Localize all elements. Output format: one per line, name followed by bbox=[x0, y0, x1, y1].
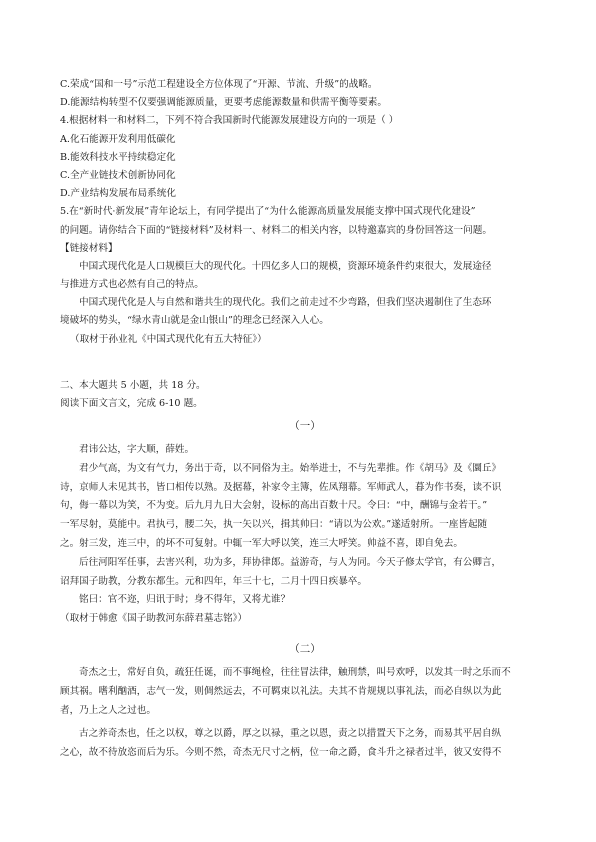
part-two-text bbox=[60, 664, 550, 763]
part-one-line: 君少气高，为文有气力，务出于奇，以不同俗为主。始举进士，不与先辈推。作《胡马》及《圜丘》 bbox=[79, 462, 502, 474]
link-material-source: （取材于孙业礼《中国式现代化有五大特征》） bbox=[70, 333, 267, 345]
part-one-source: （取材于韩愈《国子助教河东薛君墓志铭》） bbox=[60, 613, 248, 625]
part-one-line: 诗，京师人未见其书，皆口相传以熟。及据幕，补家令主簿，佐凤翔幕。军师武人，暮为作书奏，读不识 bbox=[60, 481, 502, 493]
section-two-instruction: 阅读下面文言文，完成 6-10 题。 bbox=[60, 398, 203, 410]
part-one-line: 后往河阳军任事，去害兴利，功为多，拜协律郎。益游奇，与人为同。今天子修太学官，有公卿言， bbox=[79, 556, 502, 568]
question-4-stem: 4.根据材料一和材料二，下列不符合我国新时代能源发展建设方向的一项是（ ） bbox=[60, 115, 399, 127]
part-one-line: 句，侮一幕以为笑，不为变。后九月九日大会射，设标的高出百数十尺。令曰：“中，酬锦与金若干。” bbox=[60, 500, 488, 512]
section-two bbox=[60, 377, 550, 436]
question-5-stem: 5.在“新时代·新发展”青年论坛上，有同学提出了“为什么能源高质量发展能支撑中国式现代化建设” bbox=[60, 206, 476, 218]
part-two-line: 顾其祸。嗜利酗酒，志气一发，则倜然远去，不可羁束以礼法。夫其不肯规规以事礼法，而必自纵以为此 bbox=[60, 685, 502, 697]
part-one-title: （一） bbox=[289, 420, 321, 433]
link-material-para2: 中国式现代化是人与自然和谐共生的现代化。我们之前走过不少弯路，但我们坚决遏制住了生态环 bbox=[79, 297, 492, 309]
part-two-heading-wrap bbox=[60, 640, 550, 658]
link-material-para2-cont: 境破坏的势头，“绿水青山就是金山银山”的理念已经深入人心。 bbox=[60, 315, 329, 327]
question-5-stem-cont: 的问题。请你结合下面的“链接材料”及材料一、材料二的相关内容，以特邀嘉宾的身份回答这一问题。 bbox=[60, 224, 492, 236]
part-one-line: 君讳公达，字大顺，薛姓。 bbox=[79, 444, 195, 455]
option-d-q4: D.产业结构发展布局系统化 bbox=[60, 188, 176, 200]
part-two-title: （二） bbox=[289, 643, 321, 655]
part-one-line: 诏拜国子助教，分教东都生。元和四年，年三十七，二月十四日疾暴卒。 bbox=[60, 575, 367, 587]
part-one-inscription: 铭曰：官不迩，归讯于时；身不得年，又将尤谁？ bbox=[79, 594, 291, 606]
option-c-q3: C.荣成“国和一号”示范工程建设全方位体现了“开源、节流、升级”的战略。 bbox=[60, 79, 378, 90]
link-material-label: 【链接材料】 bbox=[60, 242, 118, 254]
question-block bbox=[60, 76, 550, 349]
link-material-para1-cont: 与推进方式也必然有自己的特点。 bbox=[60, 279, 204, 291]
part-two-line: 之心，故不待放恣而后为乐。今则不然，奇杰无尺寸之柄，位一命之爵，食斗升之禄者过半，彼又安得不 bbox=[60, 747, 502, 759]
part-two-line: 古之养奇杰也，任之以权，尊之以爵，厚之以禄，重之以恩，责之以措置天下之务，而易其平居自纵 bbox=[79, 728, 502, 740]
link-material-para1: 中国式现代化是人口规模巨大的现代化。十四亿多人口的规模，资源环境条件约束很大，发展途径 bbox=[79, 260, 492, 272]
option-b-q4: B.能效科技水平持续稳定化 bbox=[60, 151, 176, 163]
option-d-q3: D.能源结构转型不仅要强调能源质量，更要考虑能源数量和供需平衡等要素。 bbox=[60, 97, 387, 109]
section-two-header: 二、本大题共 5 小题，共 18 分。 bbox=[60, 380, 206, 391]
part-one-line: 之。射三发，连三中，的坏不可复射。中辄一军大呼以笑，连三大呼笑。帅益不喜，即自免去。 bbox=[60, 537, 463, 549]
option-c-q4: C.全产业链技术创新协同化 bbox=[60, 169, 176, 181]
part-two-line: 奇杰之士，常好自负，疏狂任诞，而不事绳检，往往冒法律，触刑禁，叫号欢呼，以发其一时之乐而不 bbox=[79, 667, 511, 678]
option-a-q4: A.化石能源开发利用低碳化 bbox=[60, 133, 176, 145]
part-one-text bbox=[60, 441, 550, 629]
part-one-line: 一军尽射，莫能中。君执弓，腰二矢，执一矢以兴，揖其帅曰：“请以为公欢。”遂适射所。一座皆起随 bbox=[60, 519, 488, 531]
part-two-line: 者，乃上之人之过也。 bbox=[60, 704, 156, 716]
